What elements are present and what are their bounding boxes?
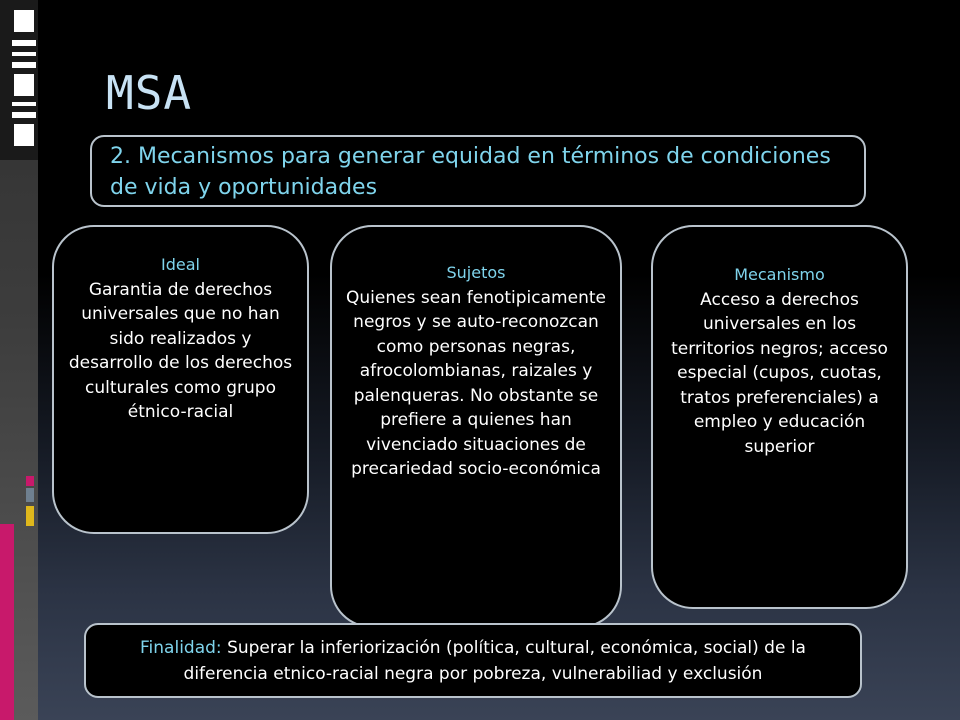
card-sujetos (330, 225, 622, 628)
card-sujetos-text: Quienes sean fenotipicamente negros y se auto-reconozcan como personas negras, afrocolombianas, raizales y palenqueras. No obstante se prefiere a quienes han vivenciado situaciones de precariedad socio-económica (346, 287, 606, 479)
finalidad-text: Superar la inferiorización (política, cultural, económica, social) de la diferencia etnico-racial negra por pobreza, vulnerabiliad y exclusión (183, 638, 806, 684)
document-stack-icon (0, 0, 38, 720)
section-heading: 2. Mecanismos para generar equidad en términos de condiciones de vida y oportunidades (90, 135, 866, 207)
finalidad-box (84, 623, 862, 698)
card-mecanismo-text: Acceso a derechos universales en los territorios negros; acceso especial (cupos, cuotas, tratos preferenciales) a empleo y educación superior (671, 289, 888, 457)
card-ideal-text: Garantia de derechos universales que no han sido realizados y desarrollo de los derechos culturales como grupo étnico-racial (68, 279, 293, 422)
finalidad-label: Finalidad: (140, 638, 222, 658)
card-sujetos-label: Sujetos (446, 263, 506, 282)
slide-title: MSA (106, 66, 193, 120)
card-mecanismo-label: Mecanismo (734, 265, 825, 284)
card-ideal (52, 225, 309, 534)
card-mecanismo (651, 225, 908, 609)
card-ideal-label: Ideal (161, 255, 200, 274)
